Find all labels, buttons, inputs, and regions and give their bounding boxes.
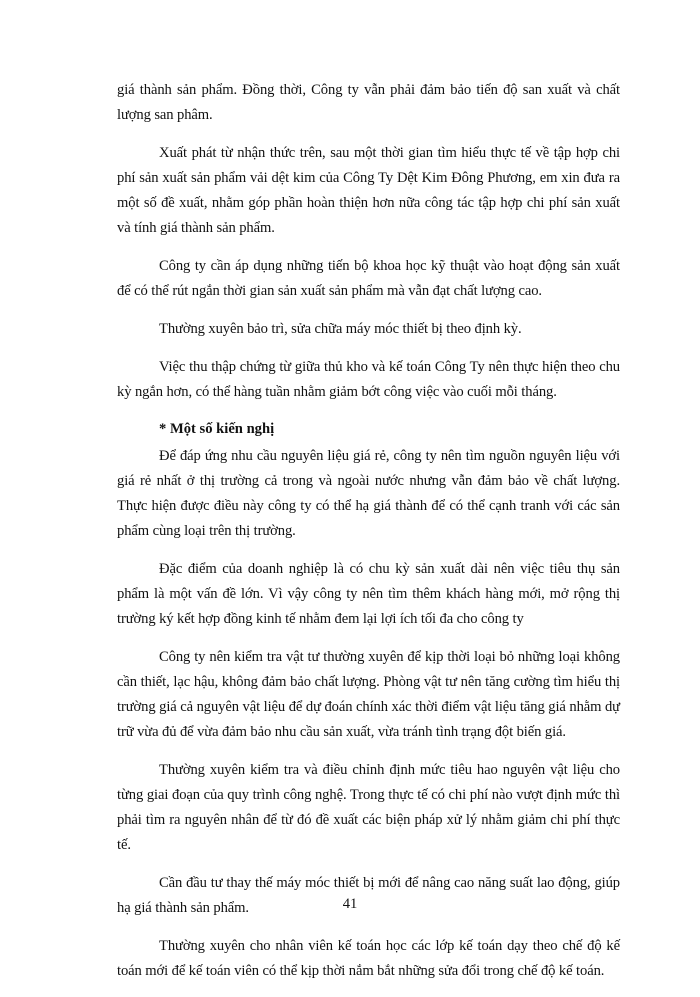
paragraph-accounting-training: Thường xuyên cho nhân viên kế toán học các lớp kế toán dạy theo chế độ kế toán mới để kế toán viên có thể kịp thời nắm bắt những sửa đổi trong chế độ kế toán. [117, 938, 620, 979]
paragraph-technology: Công ty cần áp dụng những tiến bộ khoa học kỹ thuật vào hoạt động sản xuất để có thể rút ngắn thời gian sản xuất sản phẩm mà vẫn đạt chất lượng cao. [117, 258, 620, 299]
paragraph-documents: Việc thu thập chứng từ giữa thủ kho và kế toán Công Ty nên thực hiện theo chu kỳ ngắn hơn, có thể hàng tuần nhằm giảm bớt công việc vào cuối mỗi tháng. [117, 359, 620, 400]
paragraph-equipment-investment: Cần đầu tư thay thế máy móc thiết bị mới để nâng cao năng suất lao động, giúp hạ giá thành sản phẩm. [117, 875, 620, 916]
paragraph-materials-sourcing: Để đáp ứng nhu cầu nguyên liệu giá rẻ, công ty nên tìm nguồn nguyên liệu với giá rẻ nhất ở thị trường cả trong và ngoài nước nhưng vẫn đảm bảo về chất lượng. Thực hiện được điều này công ty có thể hạ giá thành để có thể cạnh tranh với các sản phẩm cùng loại trên thị trường. [117, 448, 620, 539]
paragraph-consumption-norms: Thường xuyên kiểm tra và điều chỉnh định mức tiêu hao nguyên vật liệu cho từng giai đoạn của quy trình công nghệ. Trong thực tế có chi phí nào vượt định mức thì phải tìm ra nguyên nhân để từ đó đề xuất các biện pháp xử lý nhằm giảm chi phí thực tế. [117, 762, 620, 853]
paragraph-introduction: Xuất phát từ nhận thức trên, sau một thời gian tìm hiểu thực tế về tập hợp chi phí sản xuất sản phẩm vải dệt kim của Công Ty Dệt Kim Đông Phương, em xin đưa ra một số đề xuất, nhằm góp phần hoàn thiện hơn nữa công tác tập hợp chi phí sản xuất và tính giá thành sản phẩm. [117, 145, 620, 236]
paragraph-maintenance: Thường xuyên bảo trì, sửa chữa máy móc thiết bị theo định kỳ. [159, 321, 522, 337]
paragraph-market-expansion: Đặc điểm của doanh nghiệp là có chu kỳ sản xuất dài nên việc tiêu thụ sản phẩm là một vấn đề lớn. Vì vậy công ty nên tìm thêm khách hàng mới, mở rộng thị trường ký kết hợp đồng kinh tế nhằm đem lại lợi ích tối đa cho công ty [117, 561, 620, 627]
paragraph-inventory-check: Công ty nên kiểm tra vật tư thường xuyên để kịp thời loại bỏ những loại không cần thiết, lạc hậu, không đảm bảo chất lượng. Phòng vật tư nên tăng cường tìm hiểu thị trường giá cả nguyên vật liệu để dự đoán chính xác thời điểm vật liệu tăng giá nhằm dự trữ vừa đủ để vừa đảm bảo nhu cầu sản xuất, vừa tránh tình trạng đột biến giá. [117, 649, 620, 740]
page-body [117, 78, 620, 997]
paragraph-continuation: giá thành sản phẩm. Đồng thời, Công ty vẫn phải đảm bảo tiến độ san xuất và chất lượng san phâm. [117, 82, 620, 123]
page-number: 41 [342, 896, 358, 912]
section-heading: * Một số kiến nghị [159, 421, 275, 437]
